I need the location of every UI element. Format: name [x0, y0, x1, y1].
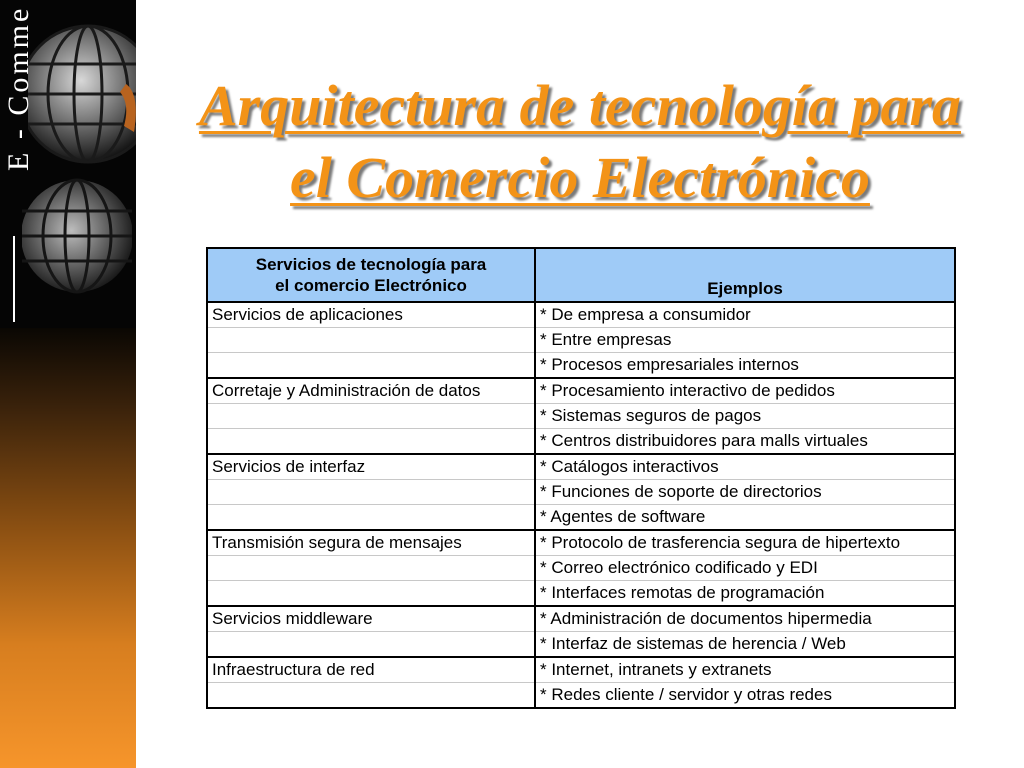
service-cell: Corretaje y Administración de datos — [207, 378, 535, 404]
table-row — [207, 454, 955, 480]
header-services-line-2: el comercio Electrónico — [275, 276, 467, 295]
example-cell: * Internet, intranets y extranets — [535, 657, 955, 683]
table-row — [207, 328, 955, 353]
table-row — [207, 683, 955, 709]
title-line-2: el Comercio Electrónico — [290, 145, 870, 210]
table-row — [207, 530, 955, 556]
table-row — [207, 606, 955, 632]
service-cell-empty — [207, 556, 535, 581]
service-cell-empty — [207, 632, 535, 658]
title-line-1: Arquitectura de tecnología para — [198, 73, 962, 138]
header-services-line-1: Servicios de tecnología para — [255, 255, 487, 274]
example-cell: * Correo electrónico codificado y EDI — [535, 556, 955, 581]
example-cell: * Sistemas seguros de pagos — [535, 404, 955, 429]
table-row — [207, 378, 955, 404]
header-services — [207, 248, 535, 302]
table-row — [207, 353, 955, 379]
table-header-row — [207, 248, 955, 302]
service-cell: Servicios de aplicaciones — [207, 302, 535, 328]
example-cell: * Interfaz de sistemas de herencia / Web — [535, 632, 955, 658]
services-table — [206, 247, 956, 709]
example-cell: * Funciones de soporte de directorios — [535, 480, 955, 505]
table-row — [207, 505, 955, 531]
example-cell: * Agentes de software — [535, 505, 955, 531]
example-cell: * Centros distribuidores para malls virtuales — [535, 429, 955, 455]
service-cell-empty — [207, 683, 535, 709]
sidebar-gradient — [0, 328, 136, 768]
table-row — [207, 581, 955, 607]
globe-icon — [22, 176, 132, 306]
service-cell-empty — [207, 328, 535, 353]
table-row — [207, 632, 955, 658]
header-examples: Ejemplos — [535, 248, 955, 302]
service-cell: Servicios de interfaz — [207, 454, 535, 480]
service-cell-empty — [207, 353, 535, 379]
example-cell: * Entre empresas — [535, 328, 955, 353]
table-row — [207, 556, 955, 581]
globe-icon — [28, 14, 136, 174]
example-cell: * Administración de documentos hipermedia — [535, 606, 955, 632]
example-cell: * Catálogos interactivos — [535, 454, 955, 480]
service-cell-empty — [207, 581, 535, 607]
example-cell: * Procesamiento interactivo de pedidos — [535, 378, 955, 404]
service-cell-empty — [207, 404, 535, 429]
example-cell: * Protocolo de trasferencia segura de hipertexto — [535, 530, 955, 556]
example-cell: * De empresa a consumidor — [535, 302, 955, 328]
example-cell: * Procesos empresariales internos — [535, 353, 955, 379]
example-cell: * Redes cliente / servidor y otras redes — [535, 683, 955, 709]
service-cell-empty — [207, 480, 535, 505]
table-row — [207, 302, 955, 328]
sidebar-artwork — [0, 0, 136, 328]
table-row — [207, 480, 955, 505]
table-row — [207, 657, 955, 683]
service-cell-empty — [207, 429, 535, 455]
table-row — [207, 429, 955, 455]
service-cell: Infraestructura de red — [207, 657, 535, 683]
service-cell: Transmisión segura de mensajes — [207, 530, 535, 556]
table-row — [207, 404, 955, 429]
page-title — [150, 70, 1010, 214]
service-cell-empty — [207, 505, 535, 531]
sidebar-brand-text: E - Comme — [2, 6, 35, 172]
example-cell: * Interfaces remotas de programación — [535, 581, 955, 607]
service-cell: Servicios middleware — [207, 606, 535, 632]
